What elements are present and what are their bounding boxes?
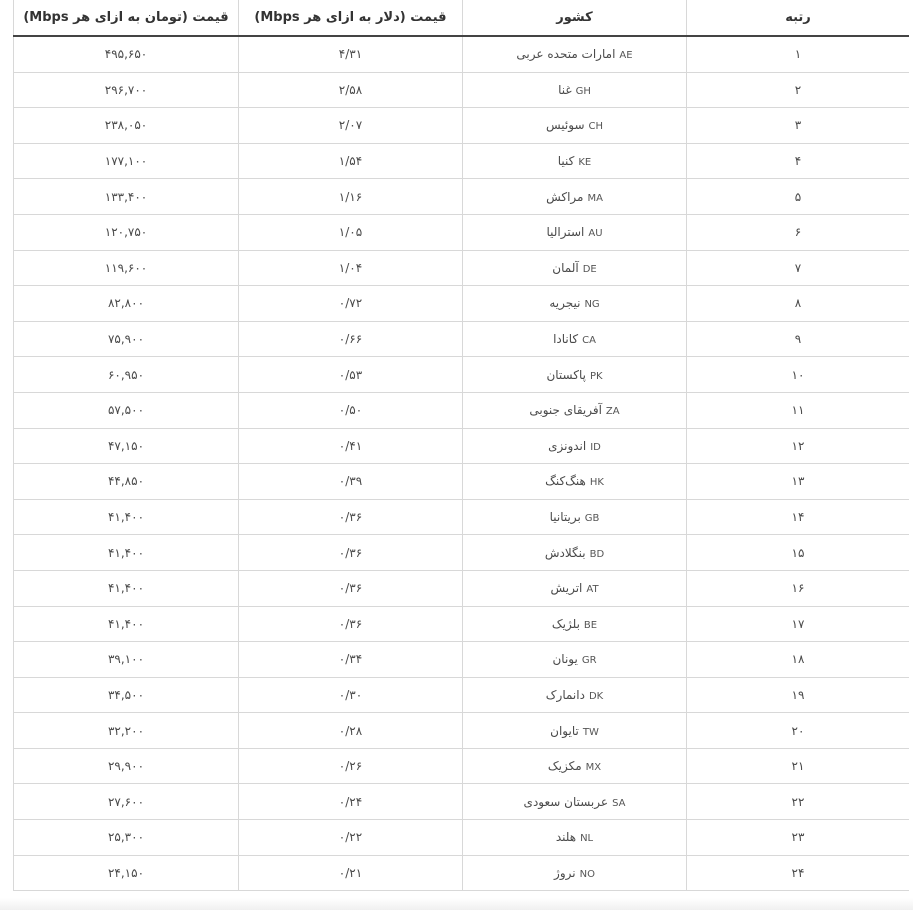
country-name: مکزیک (547, 759, 582, 774)
cell-price-usd: ۱/۰۵ (239, 214, 463, 250)
country-code: ZA (605, 406, 620, 418)
cell-country (463, 784, 687, 820)
table-row (14, 677, 910, 713)
cell-price-toman: ۵۷,۵۰۰ (14, 392, 239, 428)
cell-rank: ۱۰ (687, 357, 910, 393)
cell-country (463, 748, 687, 784)
cell-rank: ۶ (687, 214, 910, 250)
cell-price-usd: ۰/۳۶ (239, 535, 463, 571)
cell-country (463, 713, 687, 749)
internet-price-table (13, 0, 909, 891)
country-name: آلمان (552, 260, 579, 275)
cell-rank: ۲۰ (687, 713, 910, 749)
cell-country (463, 214, 687, 250)
country-code: TW (582, 726, 599, 738)
header-country: کشور (463, 0, 687, 36)
table-row (14, 179, 910, 215)
table-row (14, 36, 910, 72)
country-code: AT (586, 584, 599, 596)
cell-price-usd: ۰/۳۶ (239, 570, 463, 606)
cell-price-usd: ۰/۶۶ (239, 321, 463, 357)
country-code: SA (612, 797, 626, 809)
table-row (14, 464, 910, 500)
cell-price-toman: ۲۴,۱۵۰ (14, 855, 239, 891)
country-code: DK (588, 690, 604, 702)
cell-price-usd: ۰/۲۸ (239, 713, 463, 749)
cell-price-toman: ۱۳۳,۴۰۰ (14, 179, 239, 215)
country-name: تایوان (550, 723, 579, 738)
cell-country (463, 642, 687, 678)
country-name: هنگ‌کنگ (545, 474, 586, 489)
cell-price-toman: ۳۹,۱۰۰ (14, 642, 239, 678)
country-name: آفریقای جنوبی (529, 403, 602, 418)
country-name: یونان (552, 652, 578, 667)
cell-price-toman: ۳۴,۵۰۰ (14, 677, 239, 713)
country-code: AE (619, 50, 633, 62)
country-code: MX (585, 762, 602, 774)
cell-country (463, 250, 687, 286)
country-code: HK (589, 477, 604, 489)
country-name: بلژیک (551, 616, 580, 631)
cell-price-toman: ۱۲۰,۷۵۰ (14, 214, 239, 250)
cell-price-toman: ۳۲,۲۰۰ (14, 713, 239, 749)
country-name: عربستان سعودی (523, 794, 609, 809)
header-rank: رتبه (687, 0, 910, 36)
country-name: غنا (558, 82, 572, 97)
cell-price-toman: ۲۹۶,۷۰۰ (14, 72, 239, 108)
country-name: اتریش (550, 581, 583, 596)
cell-price-usd: ۰/۲۶ (239, 748, 463, 784)
cell-country (463, 464, 687, 500)
country-code: DE (582, 263, 597, 275)
cell-price-usd: ۰/۳۹ (239, 464, 463, 500)
cell-price-toman: ۴۷,۱۵۰ (14, 428, 239, 464)
table-body (14, 36, 910, 891)
country-code: MA (587, 192, 603, 204)
cell-country (463, 855, 687, 891)
cell-price-usd: ۰/۲۴ (239, 784, 463, 820)
price-table-container (13, 0, 909, 910)
cell-price-usd: ۰/۳۰ (239, 677, 463, 713)
country-name: مراکش (546, 189, 584, 204)
cell-price-toman: ۶۰,۹۵۰ (14, 357, 239, 393)
table-row (14, 72, 910, 108)
cell-price-toman: ۴۱,۴۰۰ (14, 606, 239, 642)
table-row (14, 392, 910, 428)
header-price-toman: قیمت (تومان به ازای هر Mbps) (14, 0, 239, 36)
cell-price-usd: ۰/۳۶ (239, 499, 463, 535)
country-name: کنیا (557, 154, 575, 169)
cell-country (463, 108, 687, 144)
cell-price-usd: ۰/۷۲ (239, 286, 463, 322)
cell-country (463, 606, 687, 642)
cell-price-toman: ۴۱,۴۰۰ (14, 535, 239, 571)
country-name: هلند (555, 830, 577, 845)
cell-price-toman: ۴۱,۴۰۰ (14, 499, 239, 535)
table-row (14, 286, 910, 322)
country-code: GB (584, 513, 600, 525)
cell-country (463, 72, 687, 108)
cell-country (463, 535, 687, 571)
cell-price-usd: ۰/۳۶ (239, 606, 463, 642)
cell-rank: ۱۲ (687, 428, 910, 464)
cell-price-toman: ۷۵,۹۰۰ (14, 321, 239, 357)
table-row (14, 642, 910, 678)
cell-rank: ۲ (687, 72, 910, 108)
country-code: KE (578, 157, 592, 169)
cell-rank: ۱۱ (687, 392, 910, 428)
country-code: BD (589, 548, 605, 560)
table-row (14, 499, 910, 535)
cell-price-usd: ۰/۳۴ (239, 642, 463, 678)
cell-country (463, 36, 687, 72)
table-row (14, 321, 910, 357)
table-row (14, 250, 910, 286)
cell-rank: ۱۶ (687, 570, 910, 606)
cell-country (463, 357, 687, 393)
country-code: NG (584, 299, 600, 311)
country-code: PK (589, 370, 603, 382)
country-code: NL (580, 833, 594, 845)
cell-price-toman: ۲۷,۶۰۰ (14, 784, 239, 820)
page-bottom-edge (0, 898, 913, 910)
cell-country (463, 677, 687, 713)
country-name: بریتانیا (549, 510, 581, 525)
cell-price-usd: ۲/۰۷ (239, 108, 463, 144)
cell-rank: ۴ (687, 143, 910, 179)
cell-price-usd: ۰/۲۱ (239, 855, 463, 891)
cell-rank: ۱۵ (687, 535, 910, 571)
country-code: CH (588, 121, 604, 133)
cell-rank: ۱۳ (687, 464, 910, 500)
country-name: پاکستان (546, 367, 586, 382)
country-name: نروژ (554, 865, 576, 880)
table-row (14, 713, 910, 749)
country-name: بنگلادش (544, 545, 586, 560)
cell-rank: ۲۳ (687, 820, 910, 856)
cell-country (463, 143, 687, 179)
country-name: سوئیس (545, 118, 585, 133)
header-price-usd: قیمت (دلار به ازای هر Mbps) (239, 0, 463, 36)
country-name: استرالیا (546, 225, 585, 240)
cell-price-usd: ۰/۲۲ (239, 820, 463, 856)
table-row (14, 784, 910, 820)
table-row (14, 535, 910, 571)
country-name: امارات متحده عربی (516, 47, 616, 62)
cell-country (463, 820, 687, 856)
cell-country (463, 321, 687, 357)
table-row (14, 570, 910, 606)
cell-rank: ۱۸ (687, 642, 910, 678)
table-row (14, 606, 910, 642)
cell-price-usd: ۱/۵۴ (239, 143, 463, 179)
cell-price-toman: ۴۹۵,۶۵۰ (14, 36, 239, 72)
table-row (14, 143, 910, 179)
cell-country (463, 179, 687, 215)
cell-rank: ۷ (687, 250, 910, 286)
cell-price-usd: ۰/۴۱ (239, 428, 463, 464)
cell-price-usd: ۲/۵۸ (239, 72, 463, 108)
country-name: کانادا (553, 332, 579, 347)
cell-price-usd: ۰/۵۰ (239, 392, 463, 428)
cell-price-usd: ۱/۰۴ (239, 250, 463, 286)
cell-rank: ۱۹ (687, 677, 910, 713)
cell-rank: ۵ (687, 179, 910, 215)
header-row (14, 0, 910, 36)
cell-price-toman: ۸۲,۸۰۰ (14, 286, 239, 322)
cell-price-toman: ۲۹,۹۰۰ (14, 748, 239, 784)
cell-country (463, 392, 687, 428)
country-code: GR (581, 655, 597, 667)
country-code: ID (590, 441, 601, 453)
cell-price-toman: ۲۵,۳۰۰ (14, 820, 239, 856)
country-name: دانمارک (545, 687, 585, 702)
table-row (14, 357, 910, 393)
cell-price-toman: ۱۷۷,۱۰۰ (14, 143, 239, 179)
cell-rank: ۹ (687, 321, 910, 357)
cell-country (463, 499, 687, 535)
table-row (14, 428, 910, 464)
cell-price-toman: ۴۱,۴۰۰ (14, 570, 239, 606)
country-code: AU (588, 228, 603, 240)
cell-country (463, 428, 687, 464)
country-name: نیجریه (549, 296, 581, 311)
cell-rank: ۲۴ (687, 855, 910, 891)
country-code: CA (582, 335, 596, 347)
country-code: BE (583, 619, 598, 631)
cell-rank: ۳ (687, 108, 910, 144)
cell-country (463, 286, 687, 322)
cell-price-usd: ۱/۱۶ (239, 179, 463, 215)
cell-rank: ۲۱ (687, 748, 910, 784)
table-row (14, 748, 910, 784)
country-code: NO (579, 868, 595, 880)
table-row (14, 855, 910, 891)
cell-country (463, 570, 687, 606)
table-row (14, 820, 910, 856)
table-row (14, 108, 910, 144)
cell-price-usd: ۴/۳۱ (239, 36, 463, 72)
cell-price-toman: ۴۴,۸۵۰ (14, 464, 239, 500)
cell-price-toman: ۲۳۸,۰۵۰ (14, 108, 239, 144)
country-code: GH (575, 85, 591, 97)
cell-rank: ۱۴ (687, 499, 910, 535)
cell-price-usd: ۰/۵۳ (239, 357, 463, 393)
cell-rank: ۸ (687, 286, 910, 322)
cell-rank: ۱۷ (687, 606, 910, 642)
cell-price-toman: ۱۱۹,۶۰۰ (14, 250, 239, 286)
country-name: اندونزی (548, 438, 587, 453)
table-header (14, 0, 910, 36)
cell-rank: ۲۲ (687, 784, 910, 820)
cell-rank: ۱ (687, 36, 910, 72)
table-row (14, 214, 910, 250)
